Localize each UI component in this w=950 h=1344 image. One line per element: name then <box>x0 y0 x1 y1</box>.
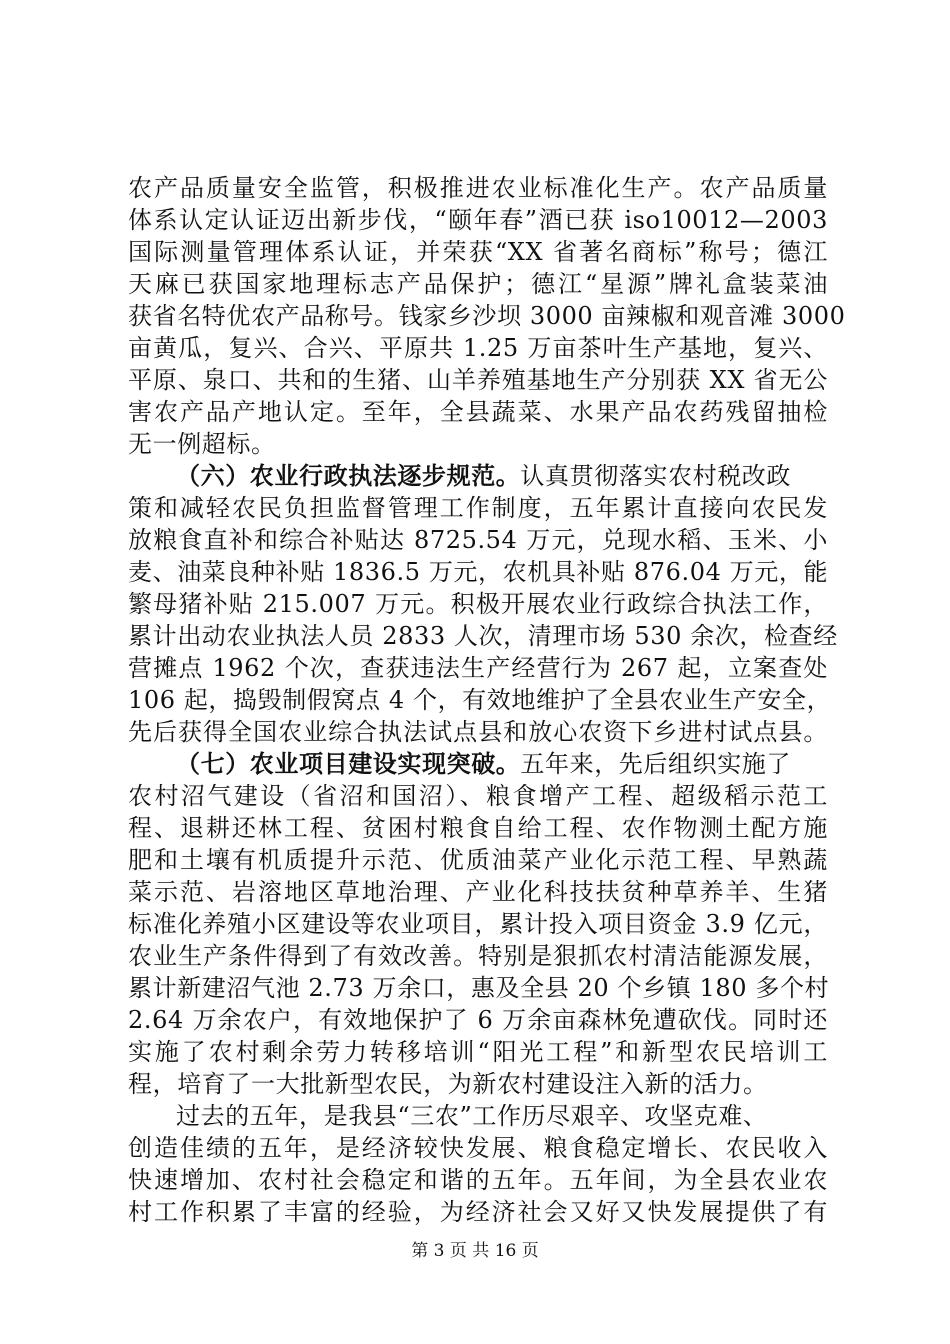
text-line: 策和减轻农民负担监督管理工作制度，五年累计直接向农民发 <box>128 494 828 522</box>
text-line: 农产品质量安全监管，积极推进农业标准化生产。农产品质量 <box>128 174 828 202</box>
text-line: 村工作积累了丰富的经验，为经济社会又好又快发展提供了有 <box>128 1198 828 1226</box>
text-line: 无一例超标。 <box>128 430 276 458</box>
text-line: 繁母猪补贴 215.007 万元。积极开展农业行政综合执法工作， <box>128 590 828 618</box>
text-line: 平原、泉口、共和的生猪、山羊养殖基地生产分别获 XX 省无公 <box>128 366 828 394</box>
text-line: 快速增加、农村社会稳定和谐的五年。五年间，为全县农业农 <box>128 1166 828 1194</box>
text-line: 营摊点 1962 个次，查获违法生产经营行为 267 起，立案查处 <box>128 654 828 682</box>
text-line: 麦、油菜良种补贴 1836.5 万元，农机具补贴 876.04 万元，能 <box>128 558 829 586</box>
text-line: 创造佳绩的五年，是经济较快发展、粮食稳定增长、农民收入 <box>128 1134 828 1162</box>
text-line: 过去的五年，是我县“三农”工作历尽艰辛、攻坚克难、 <box>176 1102 768 1130</box>
text-line: 标准化养殖小区建设等农业项目，累计投入项目资金 3.9 亿元， <box>128 910 828 938</box>
text-line: 农业生产条件得到了有效改善。特别是狠抓农村清洁能源发展， <box>128 942 828 970</box>
text-line: 2.64 万余农户，有效地保护了 6 万余亩森林免遭砍伐。同时还 <box>128 1006 828 1034</box>
text-line: 获省名特优农产品称号。钱家乡沙坝 3000 亩辣椒和观音滩 3000 <box>128 302 846 330</box>
text-line: 农村沼气建设（省沼和国沼）、粮食增产工程、超级稻示范工 <box>128 782 828 810</box>
section-heading-line <box>128 748 828 780</box>
text-line: 程、退耕还林工程、贫困村粮食自给工程、农作物测土配方施 <box>128 814 828 842</box>
text-line: 先后获得全国农业综合执法试点县和放心农资下乡进村试点县。 <box>128 718 828 746</box>
text-line: 肥和土壤有机质提升示范、优质油菜产业化示范工程、早熟蔬 <box>128 846 828 874</box>
page-number-footer: 第 3 页 共 16 页 <box>411 1241 539 1261</box>
text-fragment: 五年来，先后组织实施了 <box>520 750 792 778</box>
text-line: 国际测量管理体系认证，并荣获“XX 省著名商标”称号；德江 <box>128 238 828 266</box>
text-line: 程，培育了一大批新型农民，为新农村建设注入新的活力。 <box>128 1070 768 1098</box>
text-line: 亩黄瓜，复兴、合兴、平原共 1.25 万亩茶叶生产基地，复兴、 <box>128 334 828 362</box>
text-fragment: 认真贯彻落实农村税改政 <box>520 462 792 490</box>
text-line: 放粮食直补和综合补贴达 8725.54 万元，兑现水稻、玉米、小 <box>128 526 828 554</box>
text-line: 实施了农村剩余劳力转移培训“阳光工程”和新型农民培训工 <box>128 1038 828 1066</box>
section-heading-line <box>128 460 828 492</box>
text-line: 106 起，捣毁制假窝点 4 个，有效地维护了全县农业生产安全， <box>128 686 832 714</box>
text-line: 累计新建沼气池 2.73 万余口，惠及全县 20 个乡镇 180 多个村 <box>128 974 830 1002</box>
text-line: 菜示范、岩溶地区草地治理、产业化科技扶贫种草养羊、生猪 <box>128 878 828 906</box>
text-line: 害农产品产地认定。至年，全县蔬菜、水果产品农药残留抽检 <box>128 398 828 426</box>
body-text <box>128 172 846 1228</box>
text-line: 天麻已获国家地理标志产品保护；德江“星源”牌礼盒装菜油 <box>128 270 828 298</box>
section-heading: （七）农业项目建设实现突破。 <box>176 749 521 778</box>
text-line: 累计出动农业执法人员 2833 人次，清理市场 530 余次，检查经 <box>128 622 838 650</box>
section-heading: （六）农业行政执法逐步规范。 <box>176 461 521 490</box>
text-line: 体系认定认证迈出新步伐，“颐年春”酒已获 iso10012—2003 <box>128 206 828 234</box>
